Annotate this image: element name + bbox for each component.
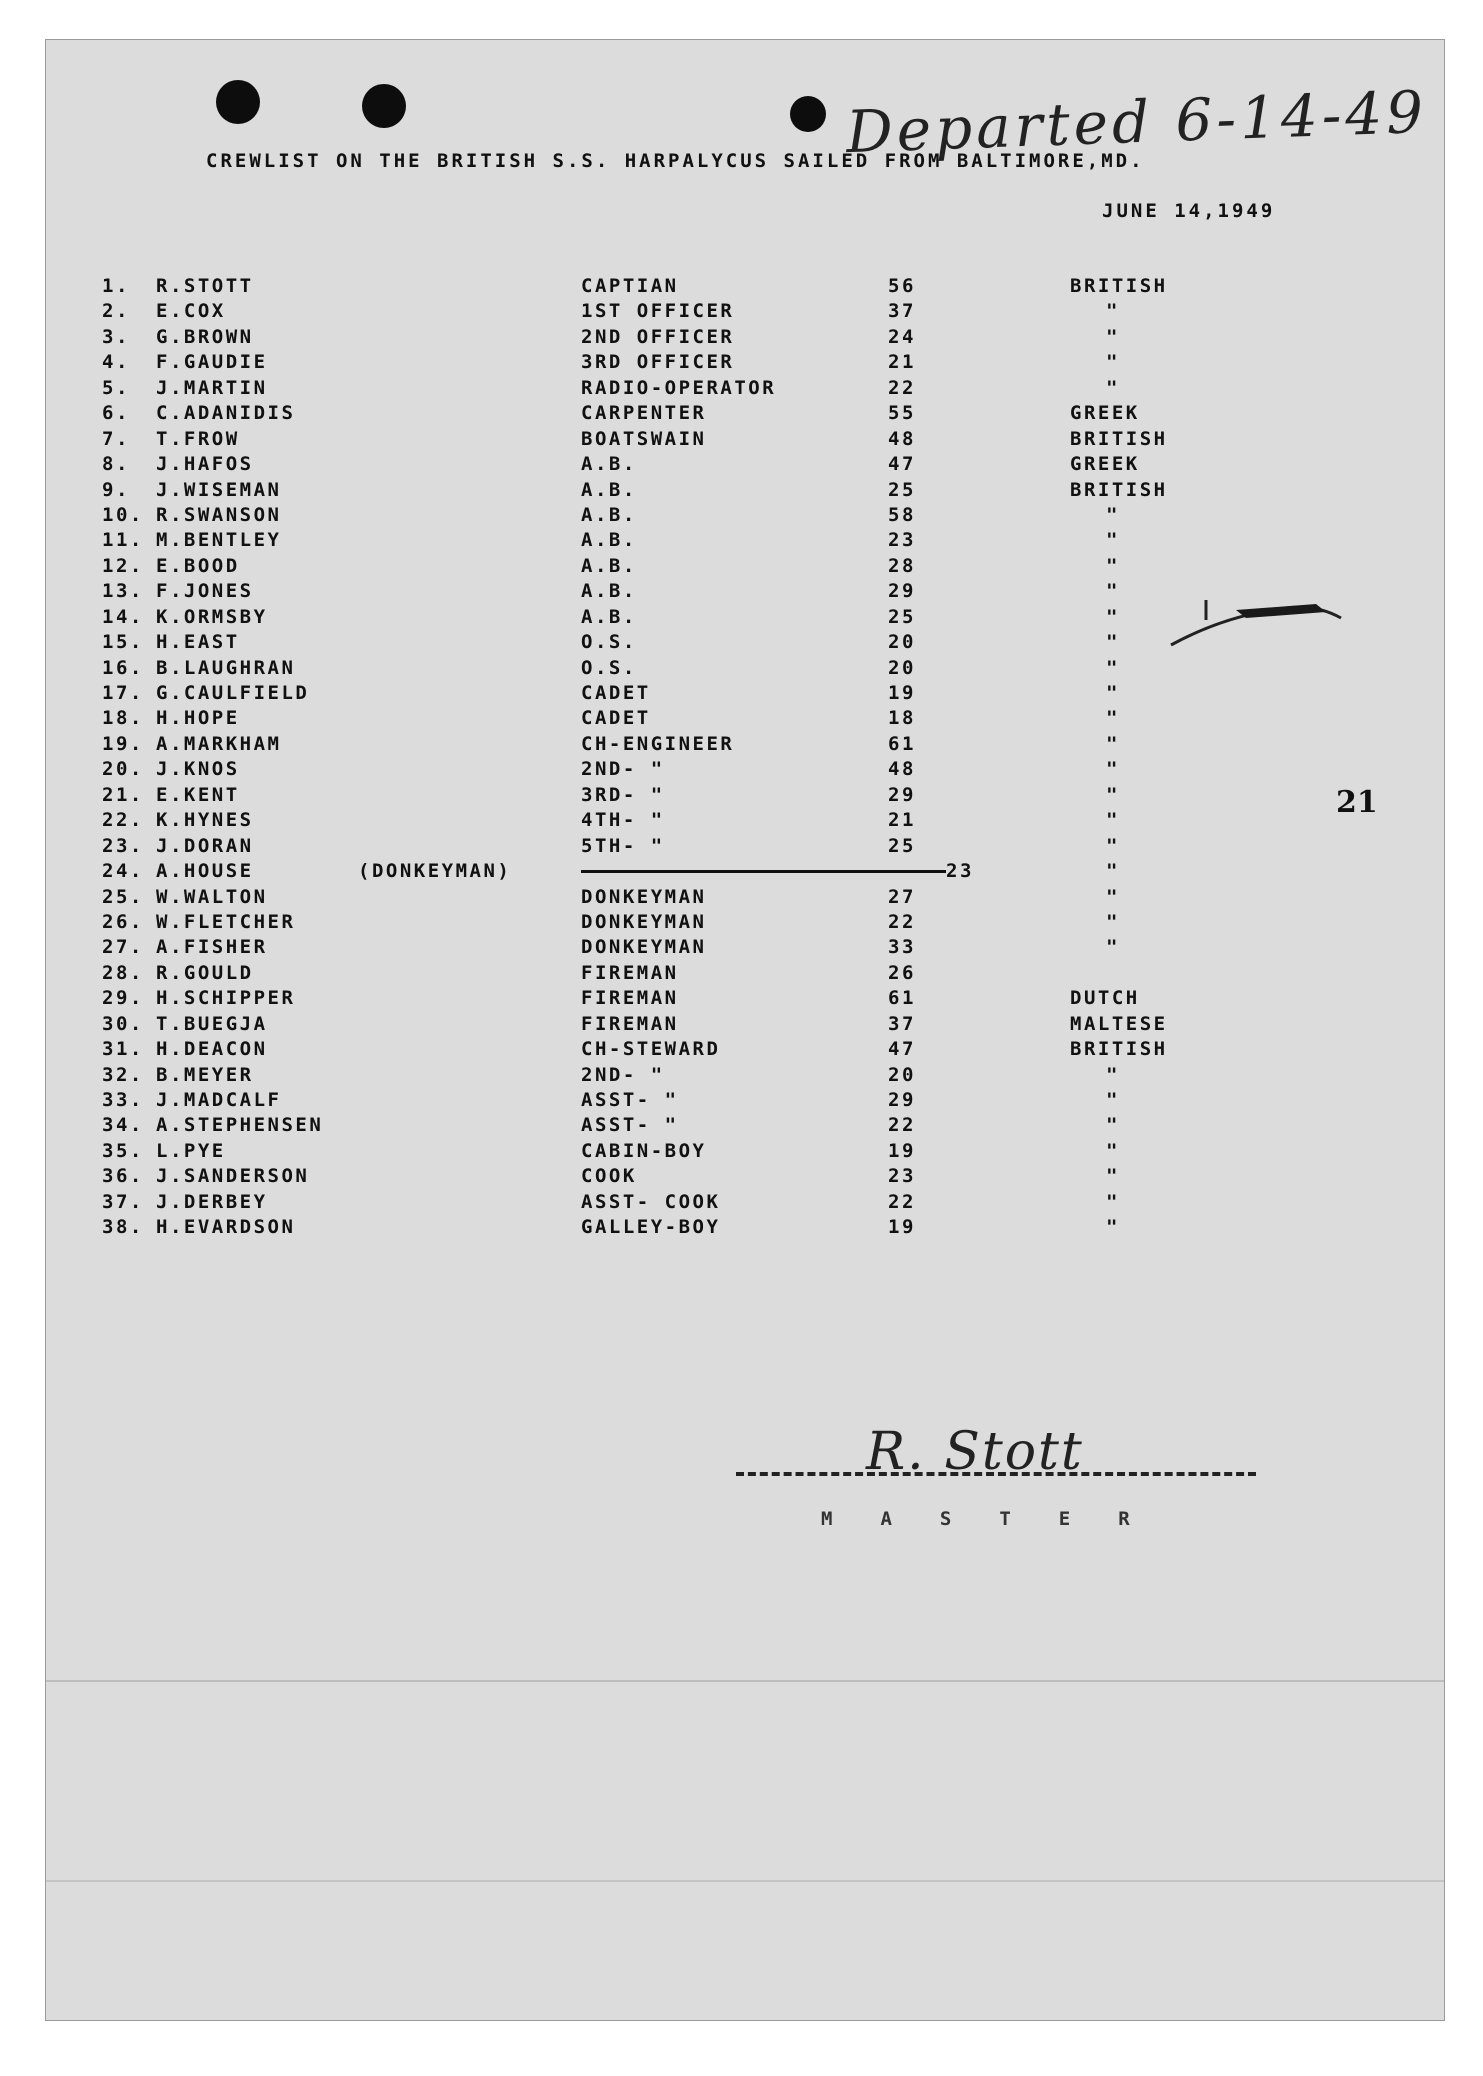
crew-name: C.ADANIDIS bbox=[156, 402, 296, 425]
crew-rank: DONKEYMAN bbox=[581, 910, 707, 933]
crew-age: 61 bbox=[888, 732, 916, 755]
crew-number: 32. bbox=[102, 1063, 144, 1086]
crew-number: 16. bbox=[102, 656, 144, 679]
crew-row bbox=[46, 733, 1346, 758]
crew-rank: 2ND- " bbox=[581, 758, 665, 781]
crew-nationality: " bbox=[1106, 1190, 1120, 1213]
crew-rank: GALLEY-BOY bbox=[581, 1216, 721, 1239]
crew-age: 25 bbox=[888, 478, 916, 501]
crew-rank: A.B. bbox=[581, 453, 637, 476]
crew-age: 25 bbox=[888, 834, 916, 857]
crew-age: 48 bbox=[888, 758, 916, 781]
crew-number: 20. bbox=[102, 758, 144, 781]
crew-nationality: " bbox=[1106, 758, 1120, 781]
crew-number: 28. bbox=[102, 961, 144, 984]
crew-nationality: " bbox=[1106, 1165, 1120, 1188]
crew-row bbox=[46, 326, 1346, 351]
crew-rank: A.B. bbox=[581, 503, 637, 526]
crew-nationality: " bbox=[1106, 1216, 1120, 1239]
crew-number: 7. bbox=[102, 427, 130, 450]
crew-number: 13. bbox=[102, 580, 144, 603]
crew-name: T.BUEGJA bbox=[156, 1012, 268, 1035]
crew-nationality: " bbox=[1106, 910, 1120, 933]
crew-rank: O.S. bbox=[581, 631, 637, 654]
crew-age: 23 bbox=[946, 860, 974, 883]
crew-age: 29 bbox=[888, 580, 916, 603]
document-date: JUNE 14,1949 bbox=[1102, 200, 1276, 222]
fold-line bbox=[46, 1680, 1444, 1682]
crew-number: 15. bbox=[102, 631, 144, 654]
crew-nationality: " bbox=[1106, 631, 1120, 654]
crew-name: F.JONES bbox=[156, 580, 254, 603]
crew-row bbox=[46, 453, 1346, 478]
crew-age: 20 bbox=[888, 656, 916, 679]
crew-age: 37 bbox=[888, 1012, 916, 1035]
crew-row bbox=[46, 936, 1346, 961]
crew-nationality: " bbox=[1106, 834, 1120, 857]
crew-row bbox=[46, 1114, 1346, 1139]
crew-name: H.HOPE bbox=[156, 707, 240, 730]
crew-age: 26 bbox=[888, 961, 916, 984]
crew-age: 48 bbox=[888, 427, 916, 450]
page-number: 21 bbox=[1336, 785, 1378, 820]
crew-nationality: " bbox=[1106, 656, 1120, 679]
crew-age: 19 bbox=[888, 682, 916, 704]
crew-name: L.PYE bbox=[156, 1139, 226, 1162]
crew-rank: CADET bbox=[581, 682, 651, 704]
crew-name: G.BROWN bbox=[156, 325, 254, 348]
crew-nationality: " bbox=[1106, 376, 1120, 399]
crew-nationality: " bbox=[1106, 1063, 1120, 1086]
crew-age: 20 bbox=[888, 1063, 916, 1086]
crew-age: 25 bbox=[888, 605, 916, 628]
crew-age: 22 bbox=[888, 376, 916, 399]
crew-name: J.MADCALF bbox=[156, 1089, 282, 1111]
crew-nationality: GREEK bbox=[1070, 453, 1140, 476]
crew-row bbox=[46, 758, 1346, 783]
crew-row bbox=[46, 682, 1346, 707]
crew-note: (DONKEYMAN) bbox=[358, 860, 512, 883]
crew-nationality: " bbox=[1106, 325, 1120, 348]
crew-nationality: " bbox=[1106, 300, 1120, 323]
crew-age: 19 bbox=[888, 1139, 916, 1162]
crew-number: 37. bbox=[102, 1190, 144, 1213]
document-page bbox=[46, 40, 1444, 2020]
crew-row bbox=[46, 886, 1346, 911]
crew-age: 47 bbox=[888, 1038, 916, 1061]
crew-rank: CABIN-BOY bbox=[581, 1139, 707, 1162]
crew-name: J.SANDERSON bbox=[156, 1165, 310, 1188]
crew-number: 2. bbox=[102, 300, 130, 323]
crew-number: 31. bbox=[102, 1038, 144, 1061]
crew-name: J.HAFOS bbox=[156, 453, 254, 476]
crew-nationality: " bbox=[1106, 1139, 1120, 1162]
crew-nationality: DUTCH bbox=[1070, 987, 1140, 1010]
crew-rank: DONKEYMAN bbox=[581, 936, 707, 959]
crew-nationality: " bbox=[1106, 529, 1120, 552]
crew-row bbox=[46, 529, 1346, 554]
crew-rank: A.B. bbox=[581, 580, 637, 603]
crew-age: 28 bbox=[888, 554, 916, 577]
departed-note: Departed 6-14-49 bbox=[844, 77, 1429, 167]
crew-nationality: " bbox=[1106, 351, 1120, 374]
crew-rank: 3RD- " bbox=[581, 783, 665, 806]
crew-row bbox=[46, 987, 1346, 1012]
crew-name: A.FISHER bbox=[156, 936, 268, 959]
crew-rank: FIREMAN bbox=[581, 1012, 679, 1035]
crew-name: K.HYNES bbox=[156, 809, 254, 832]
crew-rank: CARPENTER bbox=[581, 402, 707, 425]
crew-number: 30. bbox=[102, 1012, 144, 1035]
struck-out-text bbox=[581, 870, 946, 873]
crew-name: K.ORMSBY bbox=[156, 605, 268, 628]
crew-rank: ASST- " bbox=[581, 1114, 679, 1137]
crew-row bbox=[46, 606, 1346, 631]
crew-nationality: " bbox=[1106, 783, 1120, 806]
crew-age: 21 bbox=[888, 351, 916, 374]
crew-row bbox=[46, 809, 1346, 834]
crew-number: 19. bbox=[102, 732, 144, 755]
master-label: MASTER bbox=[821, 1508, 1178, 1530]
crew-name: J.DORAN bbox=[156, 834, 254, 857]
crew-name: H.DEACON bbox=[156, 1038, 268, 1061]
crew-row bbox=[46, 275, 1346, 300]
crew-number: 29. bbox=[102, 987, 144, 1010]
crew-row bbox=[46, 962, 1346, 987]
crew-name: H.EVARDSON bbox=[156, 1216, 296, 1239]
crew-age: 56 bbox=[888, 275, 916, 297]
crew-name: F.GAUDIE bbox=[156, 351, 268, 374]
crew-row bbox=[46, 402, 1346, 427]
crew-row bbox=[46, 860, 1346, 885]
crew-name: R.STOTT bbox=[156, 275, 254, 297]
crew-nationality: " bbox=[1106, 580, 1120, 603]
crew-rank: FIREMAN bbox=[581, 961, 679, 984]
crew-age: 27 bbox=[888, 885, 916, 908]
crew-nationality: GREEK bbox=[1070, 402, 1140, 425]
crew-nationality: BRITISH bbox=[1070, 427, 1168, 450]
crew-row bbox=[46, 504, 1346, 529]
crew-rank: O.S. bbox=[581, 656, 637, 679]
crew-row bbox=[46, 580, 1346, 605]
crew-age: 18 bbox=[888, 707, 916, 730]
crew-rank: 2ND- " bbox=[581, 1063, 665, 1086]
crew-name: W.WALTON bbox=[156, 885, 268, 908]
crew-row bbox=[46, 351, 1346, 376]
crew-row bbox=[46, 555, 1346, 580]
crew-number: 10. bbox=[102, 503, 144, 526]
crew-rank: 2ND OFFICER bbox=[581, 325, 735, 348]
crew-number: 6. bbox=[102, 402, 130, 425]
crew-row bbox=[46, 657, 1346, 682]
crew-number: 22. bbox=[102, 809, 144, 832]
crew-nationality: " bbox=[1106, 682, 1120, 704]
crew-age: 58 bbox=[888, 503, 916, 526]
crew-rank: A.B. bbox=[581, 554, 637, 577]
crew-number: 25. bbox=[102, 885, 144, 908]
crew-rank: CH-STEWARD bbox=[581, 1038, 721, 1061]
crew-rank: 1ST OFFICER bbox=[581, 300, 735, 323]
crew-row bbox=[46, 1191, 1346, 1216]
crew-row bbox=[46, 1165, 1346, 1190]
scribble-mark bbox=[1166, 590, 1346, 650]
crew-rank: COOK bbox=[581, 1165, 637, 1188]
crew-age: 47 bbox=[888, 453, 916, 476]
crew-number: 33. bbox=[102, 1089, 144, 1111]
crew-rank: 5TH- " bbox=[581, 834, 665, 857]
crew-number: 5. bbox=[102, 376, 130, 399]
crew-rank: RADIO-OPERATOR bbox=[581, 376, 777, 399]
crew-age: 61 bbox=[888, 987, 916, 1010]
crew-row bbox=[46, 1038, 1346, 1063]
crew-name: B.LAUGHRAN bbox=[156, 656, 296, 679]
crew-name: A.HOUSE bbox=[156, 860, 254, 883]
crew-age: 55 bbox=[888, 402, 916, 425]
crew-name: J.MARTIN bbox=[156, 376, 268, 399]
crew-name: A.STEPHENSEN bbox=[156, 1114, 324, 1137]
crew-row bbox=[46, 1013, 1346, 1038]
crew-row bbox=[46, 1064, 1346, 1089]
crew-rank: CADET bbox=[581, 707, 651, 730]
crew-number: 27. bbox=[102, 936, 144, 959]
crew-nationality: " bbox=[1106, 732, 1120, 755]
crew-nationality: BRITISH bbox=[1070, 1038, 1168, 1061]
crew-rank: A.B. bbox=[581, 529, 637, 552]
crew-row bbox=[46, 707, 1346, 732]
crew-age: 24 bbox=[888, 325, 916, 348]
crew-number: 4. bbox=[102, 351, 130, 374]
crew-nationality: MALTESE bbox=[1070, 1012, 1168, 1035]
crew-nationality: " bbox=[1106, 1089, 1120, 1111]
signature-line bbox=[736, 1472, 1256, 1476]
crew-name: R.SWANSON bbox=[156, 503, 282, 526]
crew-row bbox=[46, 784, 1346, 809]
crew-row bbox=[46, 428, 1346, 453]
crew-row bbox=[46, 911, 1346, 936]
crew-name: T.FROW bbox=[156, 427, 240, 450]
crew-age: 22 bbox=[888, 910, 916, 933]
crew-age: 23 bbox=[888, 529, 916, 552]
crew-row bbox=[46, 1216, 1346, 1241]
crew-name: J.DERBEY bbox=[156, 1190, 268, 1213]
crew-number: 11. bbox=[102, 529, 144, 552]
crew-rank: DONKEYMAN bbox=[581, 885, 707, 908]
crew-nationality: " bbox=[1106, 1114, 1120, 1137]
crew-age: 22 bbox=[888, 1190, 916, 1213]
crew-name: H.SCHIPPER bbox=[156, 987, 296, 1010]
crew-name: H.EAST bbox=[156, 631, 240, 654]
crew-age: 20 bbox=[888, 631, 916, 654]
crew-rank: 4TH- " bbox=[581, 809, 665, 832]
master-signature: R. Stott bbox=[866, 1422, 1084, 1482]
crew-age: 21 bbox=[888, 809, 916, 832]
crew-nationality: " bbox=[1106, 605, 1120, 628]
crew-number: 12. bbox=[102, 554, 144, 577]
crew-rank: FIREMAN bbox=[581, 987, 679, 1010]
crew-row bbox=[46, 479, 1346, 504]
crew-rank: CAPTIAN bbox=[581, 275, 679, 297]
crew-number: 23. bbox=[102, 834, 144, 857]
punch-hole bbox=[216, 80, 260, 124]
crew-rank: A.B. bbox=[581, 478, 637, 501]
crew-number: 36. bbox=[102, 1165, 144, 1188]
crew-number: 21. bbox=[102, 783, 144, 806]
crew-age: 23 bbox=[888, 1165, 916, 1188]
crew-age: 29 bbox=[888, 783, 916, 806]
crew-name: M.BENTLEY bbox=[156, 529, 282, 552]
crew-number: 1. bbox=[102, 275, 130, 297]
crew-name: J.WISEMAN bbox=[156, 478, 282, 501]
crew-number: 3. bbox=[102, 325, 130, 348]
crew-number: 14. bbox=[102, 605, 144, 628]
crew-number: 35. bbox=[102, 1139, 144, 1162]
crew-age: 19 bbox=[888, 1216, 916, 1239]
crew-number: 24. bbox=[102, 860, 144, 883]
crew-row bbox=[46, 1140, 1346, 1165]
crew-rank: CH-ENGINEER bbox=[581, 732, 735, 755]
crew-age: 37 bbox=[888, 300, 916, 323]
crew-row bbox=[46, 835, 1346, 860]
crew-number: 8. bbox=[102, 453, 130, 476]
crew-name: E.BOOD bbox=[156, 554, 240, 577]
crew-nationality: " bbox=[1106, 936, 1120, 959]
crew-nationality: " bbox=[1106, 707, 1120, 730]
crew-age: 29 bbox=[888, 1089, 916, 1111]
crew-age: 22 bbox=[888, 1114, 916, 1137]
crew-rank: 3RD OFFICER bbox=[581, 351, 735, 374]
crew-name: E.COX bbox=[156, 300, 226, 323]
crew-nationality: BRITISH bbox=[1070, 275, 1168, 297]
crew-rank: ASST- COOK bbox=[581, 1190, 721, 1213]
crew-list bbox=[46, 275, 1346, 1242]
crew-nationality: BRITISH bbox=[1070, 478, 1168, 501]
crew-rank: A.B. bbox=[581, 605, 637, 628]
crew-row bbox=[46, 377, 1346, 402]
crew-row bbox=[46, 300, 1346, 325]
crew-rank: ASST- " bbox=[581, 1089, 679, 1111]
document-title: CREWLIST ON THE BRITISH S.S. HARPALYCUS SAILED FROM BALTIMORE,MD. bbox=[206, 150, 1145, 172]
crew-nationality: " bbox=[1106, 503, 1120, 526]
crew-name: G.CAULFIELD bbox=[156, 682, 310, 704]
crew-name: W.FLETCHER bbox=[156, 910, 296, 933]
crew-number: 34. bbox=[102, 1114, 144, 1137]
crew-nationality: " bbox=[1106, 809, 1120, 832]
crew-name: B.MEYER bbox=[156, 1063, 254, 1086]
crew-rank: BOATSWAIN bbox=[581, 427, 707, 450]
crew-nationality: " bbox=[1106, 860, 1120, 883]
crew-number: 26. bbox=[102, 910, 144, 933]
crew-name: J.KNOS bbox=[156, 758, 240, 781]
crew-nationality: " bbox=[1106, 885, 1120, 908]
crew-row bbox=[46, 631, 1346, 656]
crew-row bbox=[46, 1089, 1346, 1114]
punch-hole bbox=[790, 96, 826, 132]
crew-name: E.KENT bbox=[156, 783, 240, 806]
crew-number: 38. bbox=[102, 1216, 144, 1239]
crew-number: 18. bbox=[102, 707, 144, 730]
crew-name: R.GOULD bbox=[156, 961, 254, 984]
crew-number: 17. bbox=[102, 682, 144, 704]
crew-nationality: " bbox=[1106, 554, 1120, 577]
punch-hole bbox=[362, 84, 406, 128]
crew-number: 9. bbox=[102, 478, 130, 501]
fold-line bbox=[46, 1880, 1444, 1882]
crew-name: A.MARKHAM bbox=[156, 732, 282, 755]
crew-age: 33 bbox=[888, 936, 916, 959]
